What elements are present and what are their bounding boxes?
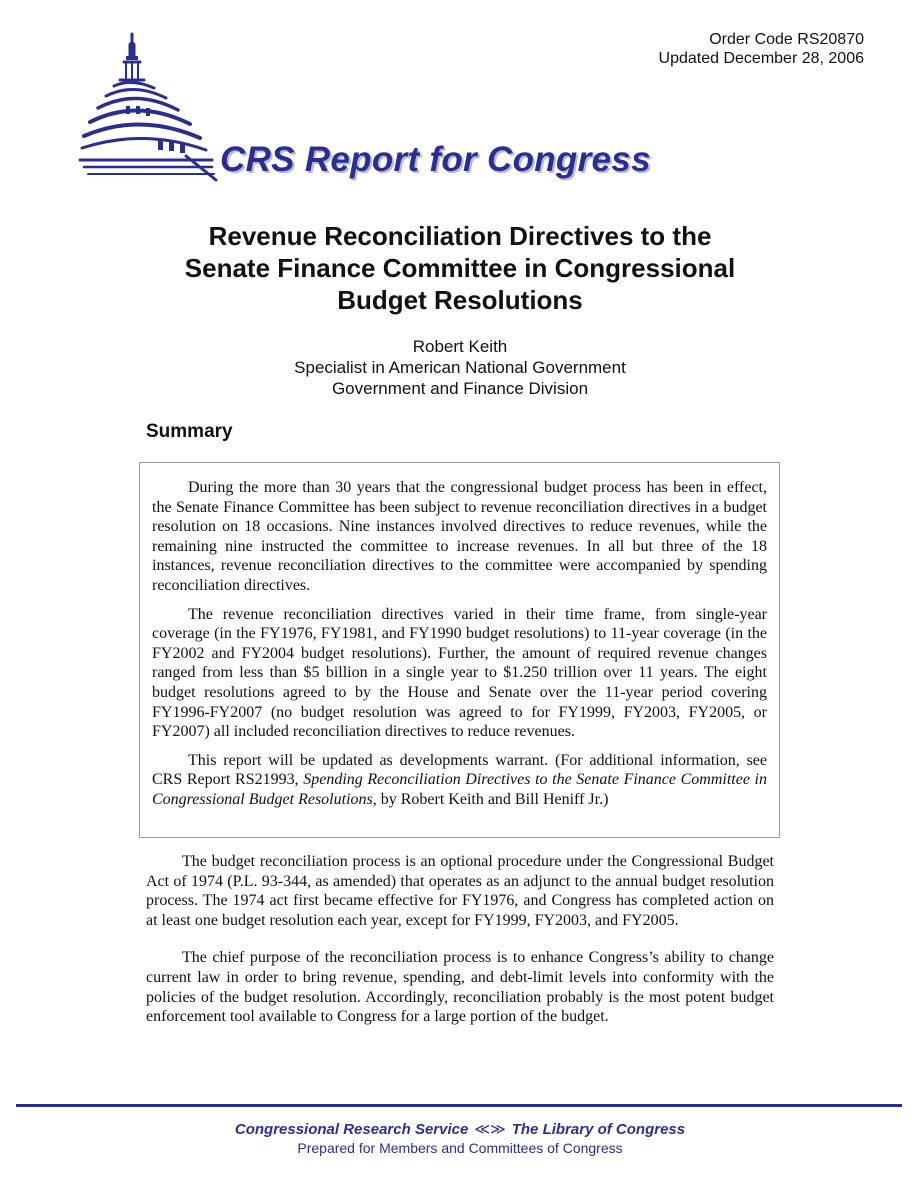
- summary-paragraph-2: The revenue reconciliation directives varied in their time frame, from single-year coverage (in the FY1976, FY1981, and FY1990 budget resolutions) to 11-year coverage (in the FY2002 and FY2004 budget resolutions). Further, the amount of required revenue changes ranged from less than $5 billion in a single year to $1.250 trillion over 11 years. The eight budget resolutions agreed to by the House and Senate over the 11-year period covering FY1996-FY2007 (no budget resolution was agreed to for FY1999, FY2003, FY2005, or FY2007) all included reconciliation directives to reduce revenues.: [152, 605, 767, 741]
- author-division: Government and Finance Division: [331, 379, 589, 398]
- body-text: [146, 852, 774, 1045]
- summary-p3-end: , by Robert Keith and Bill Heniff Jr.): [372, 790, 609, 808]
- author-name: Robert Keith: [412, 337, 508, 356]
- report-series-title: CRS Report for Congress: [220, 140, 651, 179]
- title-line-3: Budget Resolutions: [337, 285, 583, 315]
- summary-p3-text: This report will be updated as developments warrant. (For additional information, see CRS Report RS21993,: [152, 751, 767, 789]
- footer-rule: [16, 1104, 902, 1107]
- updated-date: Updated December 28, 2006: [658, 50, 864, 67]
- document-title: [120, 220, 800, 316]
- summary-paragraph-3: [152, 751, 767, 810]
- footer-crs: Congressional Research Service: [234, 1121, 469, 1138]
- order-code-block: [659, 30, 864, 68]
- summary-heading: Summary: [146, 421, 233, 442]
- summary-paragraph-1: During the more than 30 years that the congressional budget process has been in effect, the Senate Finance Committee has been subject to revenue reconciliation directives in a budget resolution on 18 occasions. Nine instances involved directives to reduce revenues, while the remaining nine instructed the committee to increase revenues. In all but three of the 18 instances, revenue reconciliation directives to the committee were accompanied by spending reconciliation directives.: [152, 479, 767, 594]
- summary-box: [139, 462, 780, 838]
- order-code: Order Code RS20870: [709, 31, 864, 48]
- footer-ornament-icon: ≪≫: [474, 1121, 506, 1138]
- footer-org-line: [0, 1120, 920, 1138]
- cited-report-title: Spending Reconciliation Directives to the Senate Finance Committee in Congressional Budget Resolutions: [152, 771, 767, 808]
- author-block: [160, 336, 760, 399]
- body-paragraph-1: The budget reconciliation process is an optional procedure under the Congressional Budget Act of 1974 (P.L. 93-344, as amended) that operates as an adjunct to the annual budget resolution process. The 1974 act first became effective for FY1976, and Congress has completed action on at least one budget resolution each year, except for FY1999, FY2003, and FY2005.: [146, 853, 774, 929]
- body-paragraph-2: The chief purpose of the reconciliation process is to enhance Congress’s ability to change current law in order to bring revenue, spending, and debt-limit levels into conformity with the policies of the budget resolution. Accordingly, reconciliation probably is the most potent budget enforcement tool available to Congress for a large portion of the budget.: [146, 949, 774, 1026]
- capitol-dome-logo: [74, 28, 224, 186]
- footer-loc: The Library of Congress: [511, 1121, 686, 1138]
- footer-tagline: Prepared for Members and Committees of Congress: [297, 1140, 623, 1156]
- title-line-2: Senate Finance Committee in Congressional: [184, 253, 736, 283]
- author-position: Specialist in American National Government: [294, 358, 626, 377]
- title-line-1: Revenue Reconciliation Directives to the: [208, 221, 712, 251]
